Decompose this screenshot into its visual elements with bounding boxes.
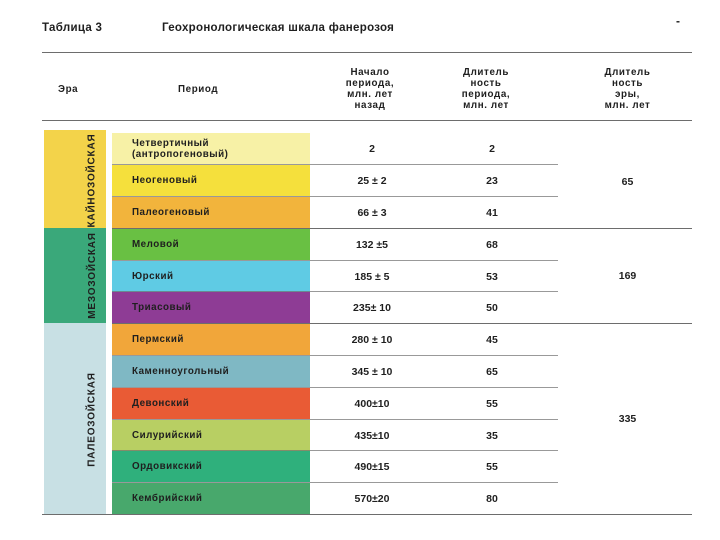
period-start: 570±20: [354, 492, 390, 505]
era-duration-cenozoic: 65: [621, 176, 634, 188]
table-row: [112, 483, 658, 514]
period-duration: 68: [486, 238, 498, 251]
table-row: [112, 324, 658, 355]
period-start: 280 ± 10: [351, 333, 393, 346]
row-divider: [112, 355, 558, 356]
period-duration: 53: [486, 270, 498, 283]
era-duration-paleozoic: 335: [618, 413, 637, 425]
period-start: 400±10: [354, 397, 390, 410]
table-number: Таблица 3: [42, 22, 103, 34]
period-duration: 50: [486, 301, 498, 314]
era-label-cenozoic: КАЙНОЗОЙСКАЯ: [86, 133, 98, 227]
header-start: Начало периода, млн. лет назад: [345, 67, 395, 111]
period-start: 66 ± 3: [357, 206, 387, 219]
period-duration: 45: [486, 333, 498, 346]
period-duration: 23: [486, 174, 498, 187]
era-label-paleozoic: ПАЛЕОЗОЙСКАЯ: [86, 371, 98, 467]
period-name: Пермский: [112, 324, 310, 355]
table-row: [112, 451, 658, 482]
period-duration: 35: [486, 429, 498, 442]
period-duration: 55: [486, 460, 498, 473]
header-period-duration: Длитель ность периода, млн. лет: [461, 67, 511, 111]
period-name: Кембрийский: [112, 483, 310, 514]
row-divider: [112, 164, 558, 165]
period-start: 185 ± 5: [354, 270, 390, 283]
table-row: [112, 292, 658, 323]
table-caption: [42, 22, 692, 40]
period-name: Девонский: [112, 388, 310, 419]
table-row: [112, 197, 658, 228]
table-row: [112, 356, 658, 387]
header-bottom-rule: [42, 120, 692, 121]
row-divider: [112, 291, 558, 292]
table-row: [112, 133, 658, 164]
period-start: 345 ± 10: [351, 365, 393, 378]
row-divider: [112, 450, 558, 451]
era-label-mesozoic: МЕЗОЗОЙСКАЯ: [86, 232, 98, 319]
header-period: Период: [178, 83, 219, 95]
period-start: 2: [369, 142, 375, 155]
period-name: Палеогеновый: [112, 197, 310, 228]
period-name: Неогеновый: [112, 165, 310, 196]
row-divider: [112, 260, 558, 261]
row-divider: [112, 419, 558, 420]
period-name: Ордовикский: [112, 451, 310, 482]
period-name: Каменноугольный: [112, 356, 310, 387]
period-name: Триасовый: [112, 292, 310, 323]
row-divider: [112, 387, 558, 388]
era-duration-mesozoic: 169: [618, 270, 637, 282]
period-start: 435±10: [354, 429, 390, 442]
row-divider: [112, 196, 558, 197]
period-name: Юрский: [112, 261, 310, 292]
period-duration: 65: [486, 365, 498, 378]
corner-mark: -: [676, 14, 680, 28]
period-name: Силурийский: [112, 420, 310, 451]
header-era-duration: Длитель ность эры, млн. лет: [604, 67, 651, 111]
header-era: Эра: [58, 83, 79, 95]
period-start: 490±15: [354, 460, 390, 473]
period-name: Четвертичный (антропогеновый): [112, 133, 310, 164]
table-row: [112, 229, 658, 260]
era-divider: [112, 228, 692, 229]
table-bottom-rule: [42, 514, 692, 515]
period-duration: 80: [486, 492, 498, 505]
period-name: Меловой: [112, 229, 310, 260]
header-top-rule: [42, 52, 692, 53]
row-divider: [112, 482, 558, 483]
period-duration: 41: [486, 206, 498, 219]
period-duration: 55: [486, 397, 498, 410]
period-start: 235± 10: [353, 301, 391, 314]
period-duration: 2: [489, 142, 495, 155]
table-title: Геохронологическая шкала фанерозоя: [162, 22, 395, 34]
period-start: 132 ±5: [355, 238, 389, 251]
era-divider: [112, 323, 692, 324]
period-start: 25 ± 2: [357, 174, 387, 187]
